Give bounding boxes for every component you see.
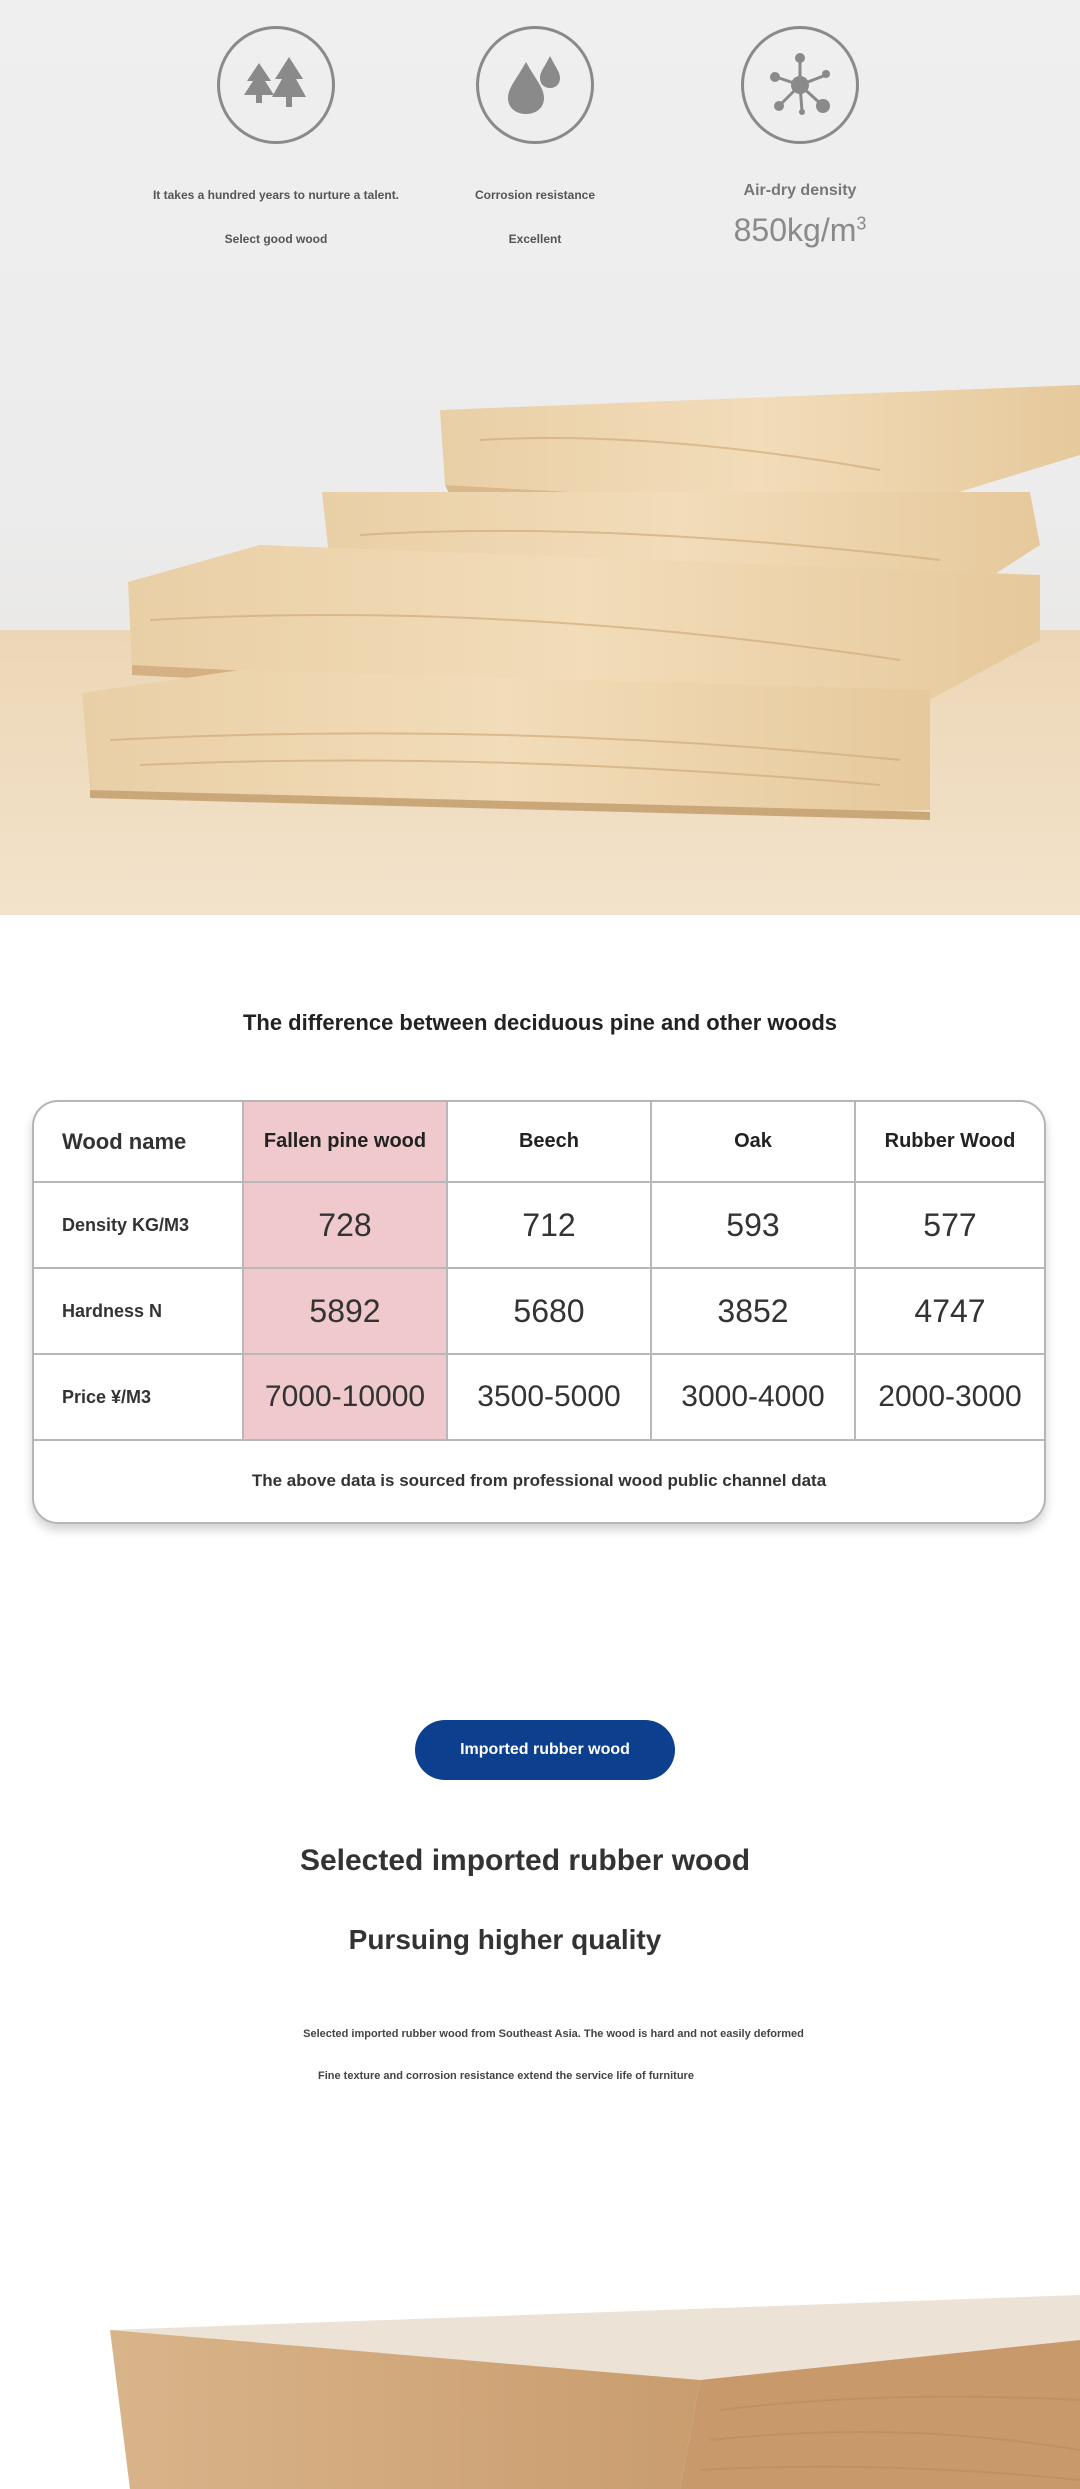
comparison-table — [34, 1102, 1044, 1441]
table-cell: 728 — [243, 1182, 447, 1268]
description-line2: Fine texture and corrosion resistance extend the service life of furniture — [318, 2070, 694, 2082]
corner-label: Wood name — [34, 1102, 243, 1182]
droplets-icon — [476, 26, 594, 144]
feature-good-wood — [146, 0, 406, 246]
trees-icon — [217, 26, 335, 144]
density-label: Air-dry density — [743, 182, 857, 199]
feature-line1: It takes a hundred years to nurture a talent. — [152, 188, 400, 202]
feature-density — [670, 0, 930, 249]
data-source-note: The above data is sourced from professional wood public channel data — [251, 1471, 827, 1490]
rubber-wood-board-drawing — [0, 2280, 1080, 2489]
description-line1: Selected imported rubber wood from Southeast Asia. The wood is hard and not easily deformed — [303, 2028, 804, 2040]
column-header: Rubber Wood — [855, 1102, 1044, 1182]
table-cell: 593 — [651, 1182, 855, 1268]
table-row — [34, 1354, 1044, 1440]
table-cell: 4747 — [855, 1268, 1044, 1354]
hero-banner — [0, 0, 1080, 915]
table-cell: 5680 — [447, 1268, 651, 1354]
feature-line2: Excellent — [508, 232, 562, 246]
table-cell: 3000-4000 — [651, 1354, 855, 1440]
table-cell: 3500-5000 — [447, 1354, 651, 1440]
table-row — [34, 1182, 1044, 1268]
feature-line1: Corrosion resistance — [474, 188, 596, 202]
table-cell: 7000-10000 — [243, 1354, 447, 1440]
density-value: $850kg/m^3$ — [733, 212, 867, 248]
rubber-wood-board-image — [0, 2280, 1080, 2489]
molecule-icon — [741, 26, 859, 144]
feature-corrosion — [405, 0, 665, 246]
section-subheading: Pursuing higher quality — [348, 1924, 662, 1955]
table-cell: 5892 — [243, 1268, 447, 1354]
table-cell: 712 — [447, 1182, 651, 1268]
table-header-row — [34, 1102, 1044, 1182]
row-label: Hardness N — [34, 1268, 243, 1354]
row-label: Price ¥/M3 — [34, 1354, 243, 1440]
table-cell: 2000-3000 — [855, 1354, 1044, 1440]
table-cell: 3852 — [651, 1268, 855, 1354]
row-label: Density KG/M3 — [34, 1182, 243, 1268]
feature-line2: Select good wood — [224, 232, 328, 246]
section-heading: Selected imported rubber wood — [299, 1844, 751, 1877]
table-row — [34, 1268, 1044, 1354]
table-cell: 577 — [855, 1182, 1044, 1268]
column-header: Fallen pine wood — [243, 1102, 447, 1182]
comparison-table-card — [32, 1100, 1046, 1524]
comparison-title: The difference between deciduous pine and other woods — [242, 1010, 838, 1035]
imported-rubber-wood-badge: Imported rubber wood — [415, 1720, 675, 1780]
density-unit-superscript: 3 — [856, 213, 867, 234]
column-header: Oak — [651, 1102, 855, 1182]
column-header: Beech — [447, 1102, 651, 1182]
